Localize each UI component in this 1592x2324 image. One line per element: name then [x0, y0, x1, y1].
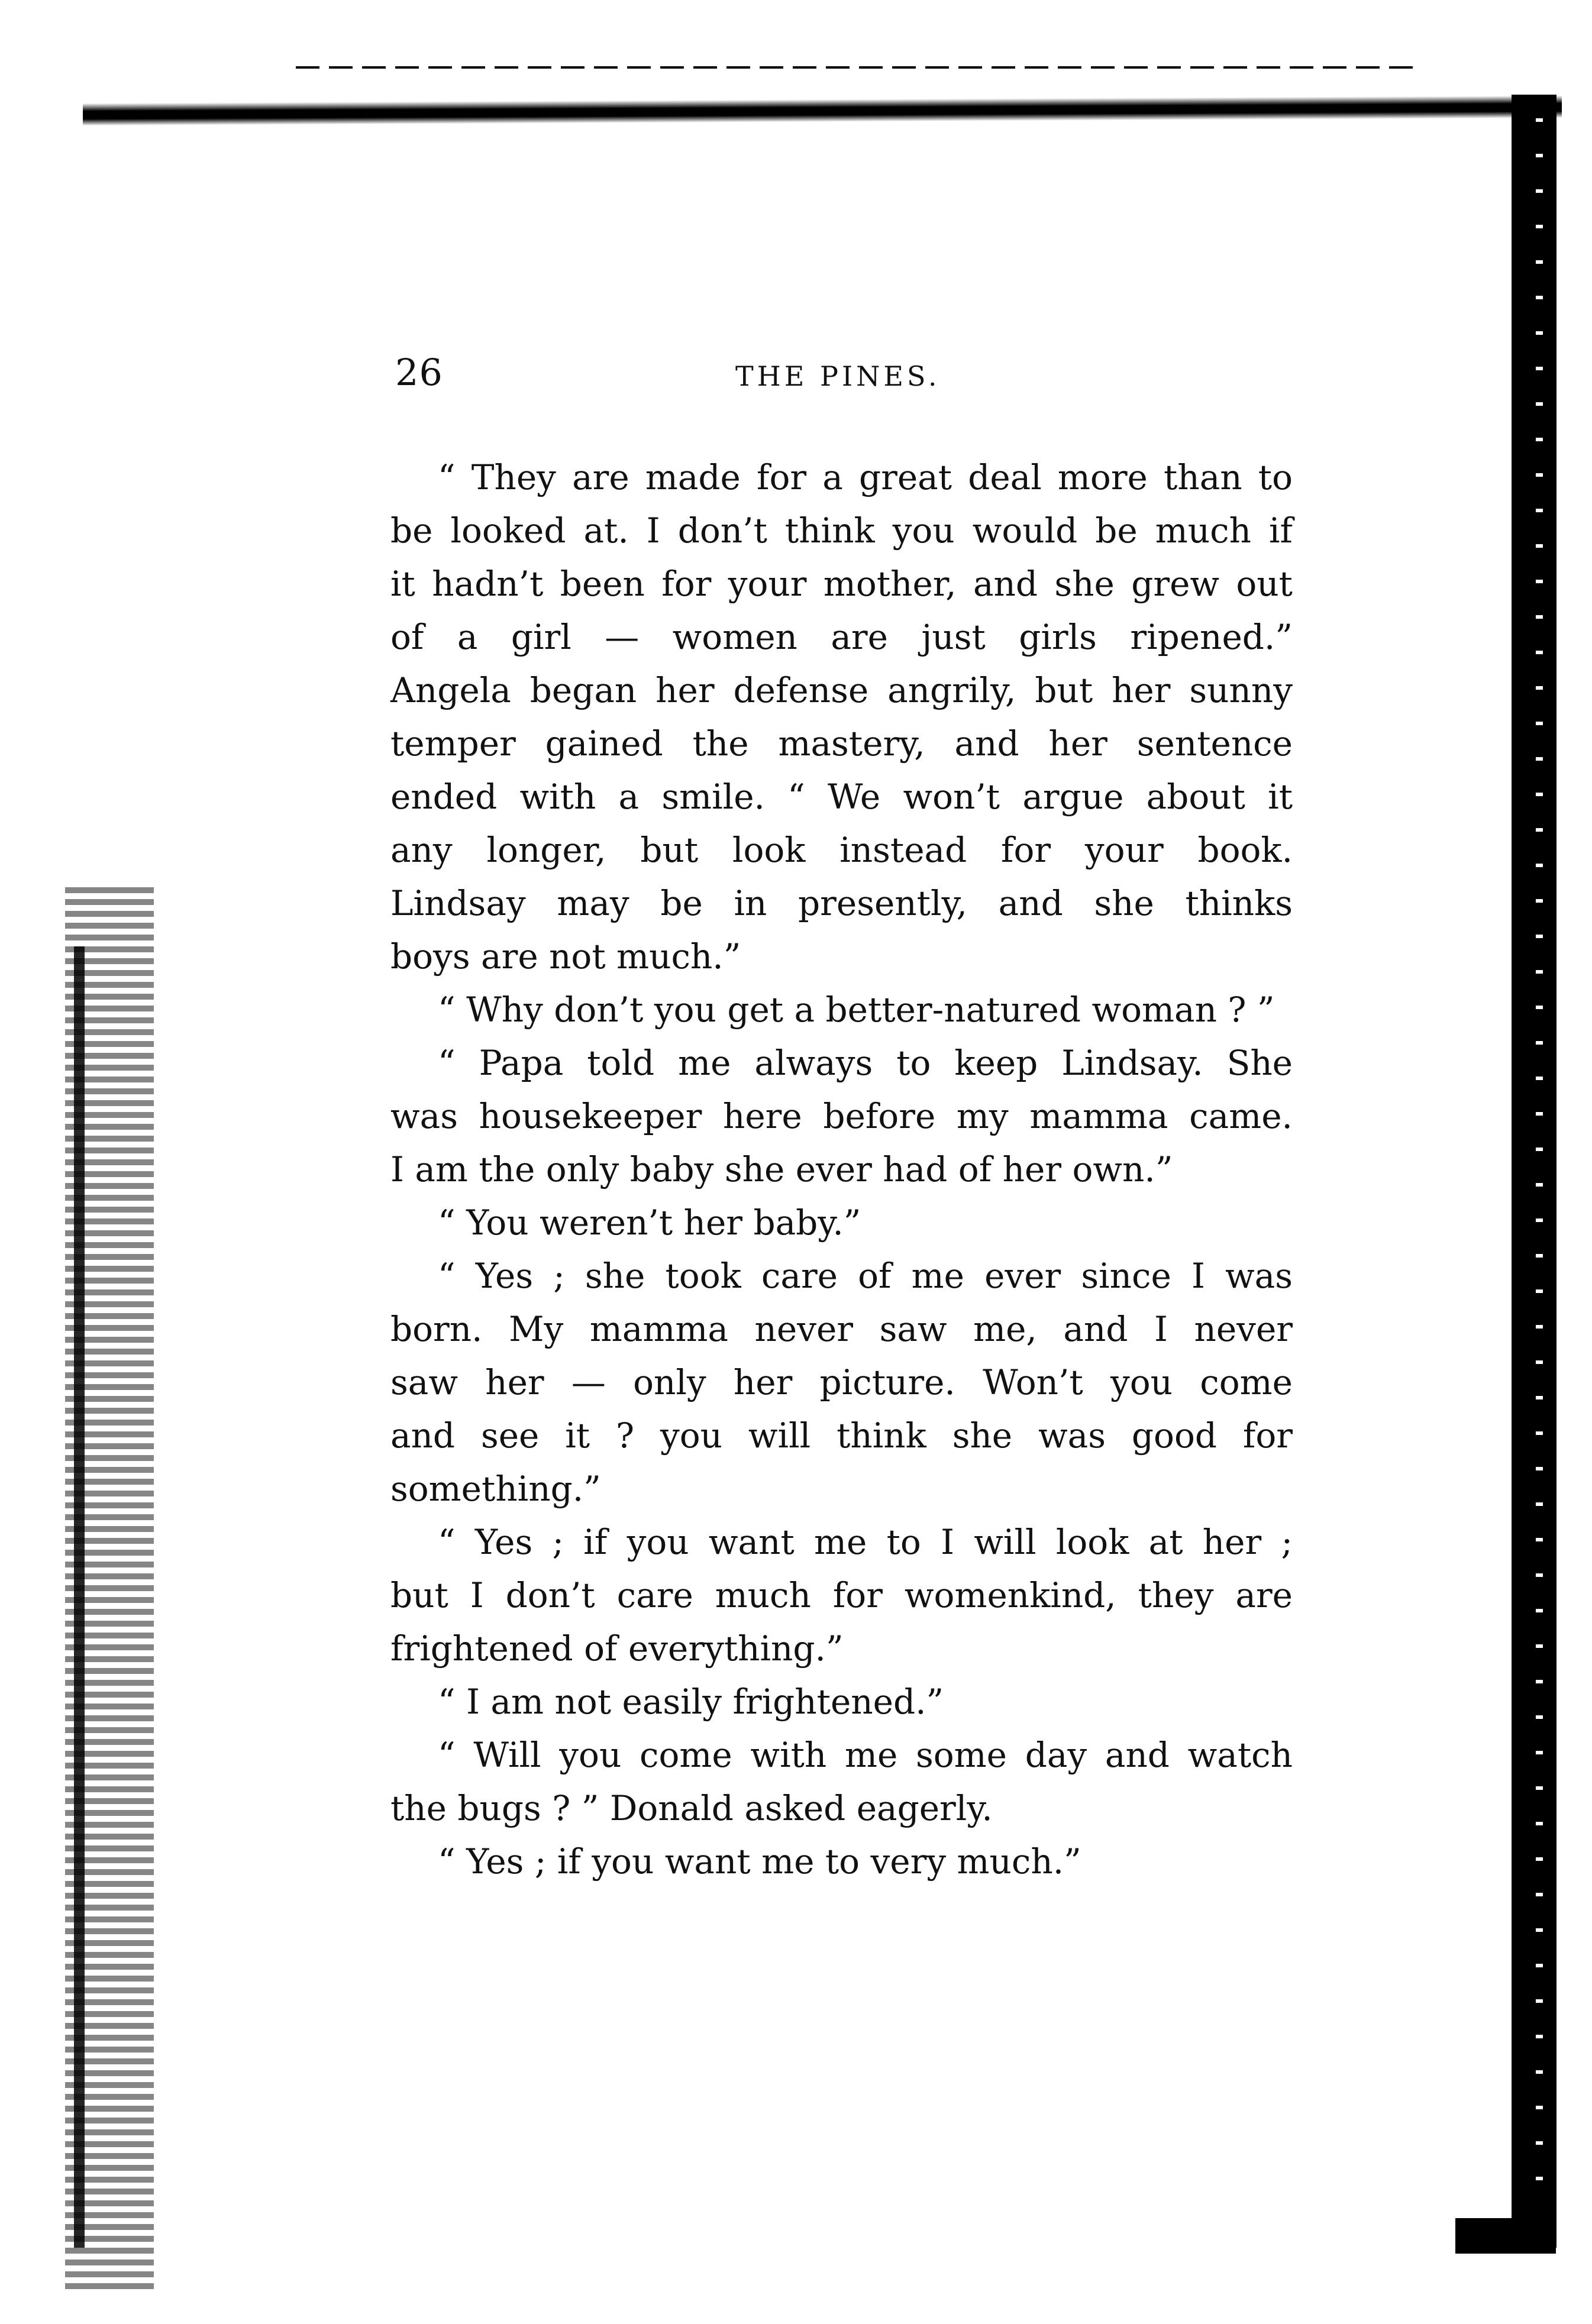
binding-edge-left-line: [74, 946, 85, 2248]
text-line: “ Yes ; if you want me to I will look at her ;: [438, 1522, 1293, 1562]
text-line: temper gained the mastery, and her sentence: [390, 723, 1293, 764]
text-line: any longer, but look instead for your book.: [390, 830, 1293, 870]
text-line: “ Papa told me always to keep Lindsay. She: [438, 1043, 1293, 1083]
text-line: saw her — only her picture. Won’t you come: [390, 1362, 1293, 1402]
binding-edge-top: [83, 95, 1562, 125]
binding-edge-right: [1512, 95, 1557, 2248]
text-line: it hadn’t been for your mother, and she grew out: [390, 564, 1293, 604]
text-line: something.”: [390, 1469, 601, 1509]
page-header: [395, 346, 1537, 399]
text-line: but I don’t care much for womenkind, they are: [390, 1575, 1293, 1615]
binding-edge-top-thin: [296, 66, 1420, 69]
text-line: “ Yes ; if you want me to very much.”: [438, 1841, 1081, 1882]
text-line: “ You weren’t her baby.”: [438, 1203, 861, 1243]
text-line: frightened of everything.”: [390, 1628, 844, 1669]
text-line: “ I am not easily frightened.”: [438, 1682, 944, 1722]
text-line: Lindsay may be in presently, and she thinks: [390, 883, 1293, 923]
running-head: THE PINES.: [735, 360, 941, 392]
text-line: the bugs ? ” Donald asked eagerly.: [390, 1788, 993, 1828]
text-line: I am the only baby she ever had of her own.”: [390, 1149, 1173, 1190]
text-line: be looked at. I don’t think you would be much if: [390, 510, 1293, 551]
binding-corner-bottom-right: [1455, 2218, 1556, 2254]
text-line: and see it ? you will think she was good for: [390, 1415, 1293, 1456]
text-line: ended with a smile. “ We won’t argue about it: [390, 777, 1293, 817]
text-line: “ Yes ; she took care of me ever since I was: [438, 1256, 1293, 1296]
page-number: 26: [395, 351, 443, 394]
text-line: “ Will you come with me some day and watch: [438, 1735, 1293, 1775]
binding-edge-right-specks: [1536, 118, 1543, 2189]
body-text: [390, 451, 1293, 1888]
text-line: boys are not much.”: [390, 936, 741, 977]
text-line: “ They are made for a great deal more than to: [438, 457, 1293, 497]
text-line: “ Why don’t you get a better-natured woman ? ”: [438, 990, 1275, 1030]
text-line: born. My mamma never saw me, and I never: [390, 1309, 1293, 1349]
text-line: was housekeeper here before my mamma came.: [390, 1096, 1293, 1136]
text-line: Angela began her defense angrily, but her sunny: [390, 670, 1293, 710]
text-line: of a girl — women are just girls ripened.”: [390, 617, 1293, 657]
